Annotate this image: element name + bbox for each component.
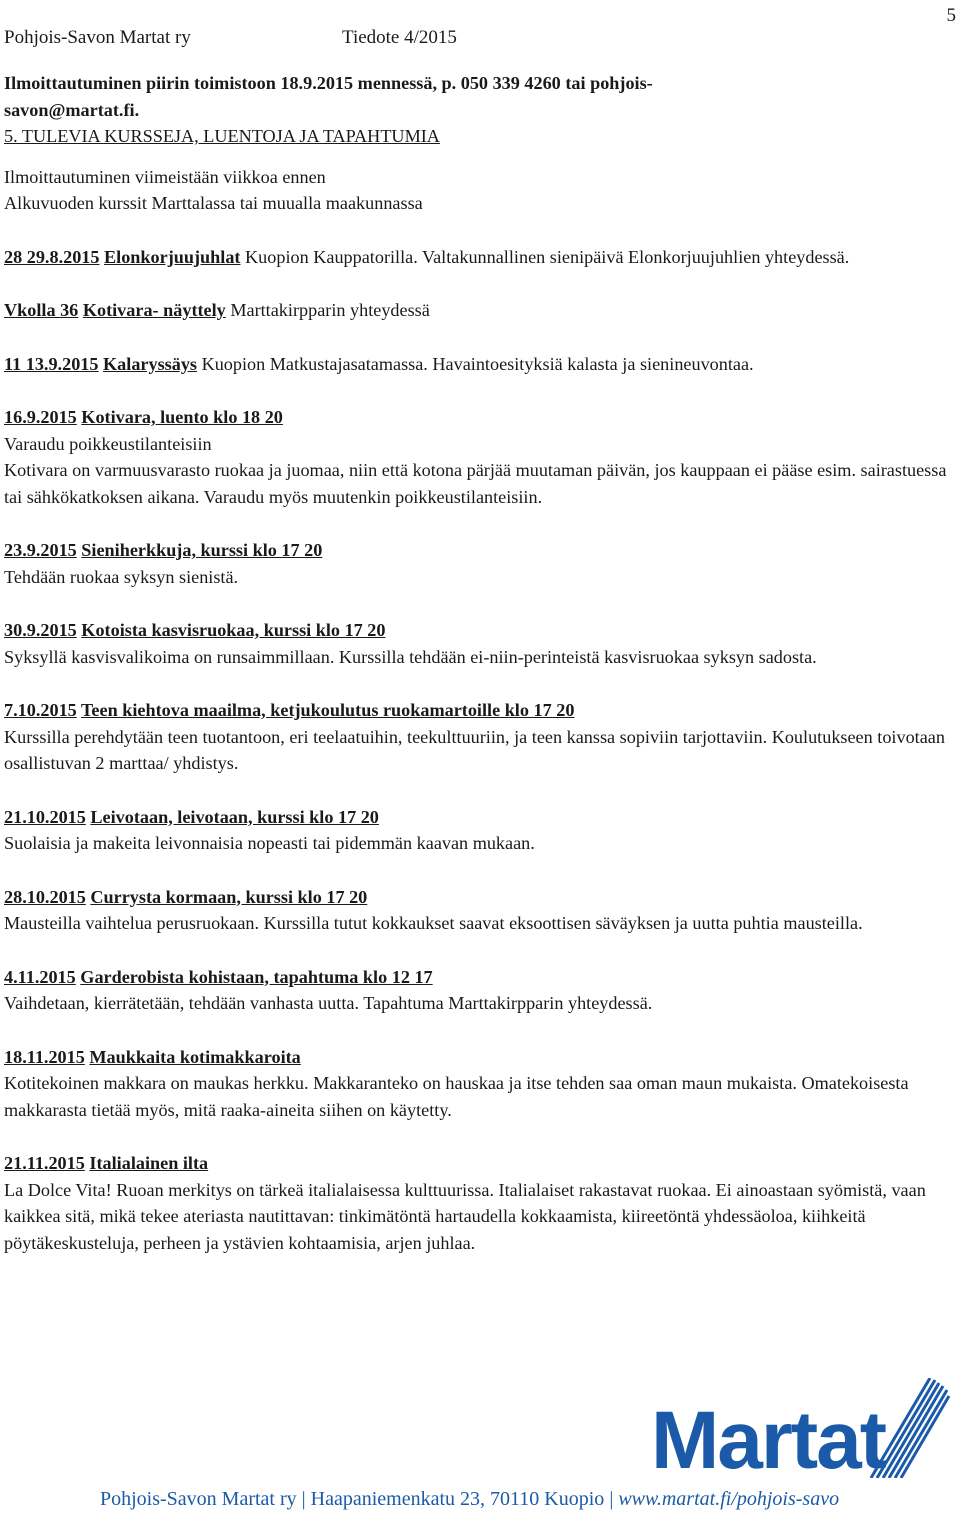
event-title: Kotivara, luento klo 18 20 <box>81 407 283 427</box>
event-item <box>4 804 952 831</box>
event-item <box>4 351 952 378</box>
event-date: 7.10.2015 <box>4 700 77 720</box>
event-item <box>4 1044 952 1071</box>
event-heading <box>4 407 283 427</box>
event-heading <box>4 620 386 640</box>
event-title: Currysta kormaan, kurssi klo 17 20 <box>90 886 368 907</box>
event-description: Vaihdetaan, kierrätetään, tehdään vanhasta uutta. Tapahtuma Marttakirpparin yhteydessä. <box>4 993 653 1013</box>
event-title: Elonkorjuujuhlat <box>104 246 241 267</box>
event-title: Kalaryssäys <box>103 353 198 374</box>
section-heading: 5. TULEVIA KURSSEJA, LUENTOJA JA TAPAHTUMIA <box>4 126 440 146</box>
event-list <box>4 404 952 1283</box>
event-title: Teen kiehtova maailma, ketjukoulutus ruokamartoille klo 17 20 <box>80 700 575 720</box>
event-item <box>4 884 952 911</box>
event-title: Maukkaita kotimakkaroita <box>89 1046 301 1067</box>
event-title: Sieniherkkuja, kurssi klo 17 20 <box>81 540 323 560</box>
registration-line-1: Ilmoittautuminen piirin toimistoon 18.9.2015 mennessä, p. 050 339 4260 tai pohjois- <box>4 73 653 93</box>
martat-logo <box>651 1378 951 1486</box>
event-date: 4.11.2015 <box>4 966 76 987</box>
event-date: 28.10.2015 <box>4 886 86 907</box>
document-body <box>4 70 952 1283</box>
event-title: Garderobista kohistaan, tapahtuma klo 12 17 <box>80 966 433 987</box>
event-date: 11 13.9.2015 Kalaryssäys <box>4 353 198 374</box>
event-heading <box>4 1153 208 1173</box>
registration-line-2[interactable]: savon@martat.fi. <box>4 99 140 120</box>
event-title: Italialainen ilta <box>89 1153 209 1173</box>
event-title: Kotivara- näyttely <box>82 300 226 320</box>
event-date: Vkolla 36 Kotivara- näyttely <box>4 300 226 320</box>
event-description: Tehdään ruokaa syksyn sienistä. <box>4 566 239 587</box>
event-item <box>4 537 952 564</box>
spring-courses-note: Alkuvuoden kurssit Marttalassa tai muualla maakunnassa <box>4 193 423 213</box>
footer-address: Haapaniemenkatu 23, 70110 Kuopio <box>310 1488 605 1510</box>
event-item <box>4 297 952 324</box>
event-description: Kotitekoinen makkara on maukas herkku. Makkaranteko on hauskaa ja itse tehden saa oman maun mukaista. Omatekoisesta makkarasta tietää myös, mitä raaka-aineita siihen on käytetty. <box>4 1073 909 1120</box>
event-date: 28 29.8.2015 Elonkorjuujuhlat <box>4 246 241 267</box>
header-issue: Tiedote 4/2015 <box>342 27 457 48</box>
event-details: Kuopion Matkustajasatamassa. Havaintoesityksiä kalasta ja sienineuvontaa. <box>197 353 754 374</box>
event-item <box>4 697 952 724</box>
page-header <box>4 5 956 51</box>
event-date: 23.9.2015 <box>4 540 77 560</box>
event-date: 16.9.2015 <box>4 407 77 427</box>
event-heading <box>4 540 322 560</box>
event-heading <box>4 700 574 720</box>
event-heading <box>4 807 379 827</box>
logo-text: Martat <box>651 1395 886 1486</box>
event-item <box>4 404 952 431</box>
page-footer: Pohjois-Savon Martat ry | Haapaniemenkatu 23, 70110 Kuopio | www.martat.fi/pohjois-savo <box>100 1488 840 1510</box>
event-heading <box>4 887 367 907</box>
event-date: 21.11.2015 <box>4 1153 85 1173</box>
event-heading <box>4 967 433 987</box>
event-date: 21.10.2015 <box>4 806 86 827</box>
page-number: 5 <box>946 5 956 26</box>
event-description: Syksyllä kasvisvalikoima on runsaimmillaan. Kurssilla tehdään ei-niin-perinteistä kasvisruokaa syksyn sadosta. <box>4 646 817 667</box>
event-date: 18.11.2015 <box>4 1046 85 1067</box>
footer-url[interactable]: www.martat.fi/pohjois-savo <box>618 1488 840 1510</box>
footer-organization: Pohjois-Savon Martat ry <box>100 1488 297 1510</box>
event-description: La Dolce Vita! Ruoan merkitys on tärkeä italialaisessa kulttuurissa. Italialaiset rakastavat ruokaa. Ei ainoastaan syömistä, vaan kaikkea sitä, mikä tekee ateriasta nautittavan: tinkimätöntä hartaudella kokkaamista, kiireetöntä yhdessäoloa, kiihkeitä pöytäkeskusteluja, perheen ja ystävien kohtaamisia, arjen juhlaa. <box>4 1179 926 1253</box>
event-item <box>4 964 952 991</box>
event-details: Kuopion Kauppatorilla. Valtakunnallinen sienipäivä Elonkorjuujuhlien yhteydessä. <box>240 246 850 267</box>
event-description: Mausteilla vaihtelua perusruokaan. Kurssilla tutut kokkaukset saavat eksoottisen säväyksen ja uutta puhtia mausteilla. <box>4 913 863 933</box>
event-title: Kotoista kasvisruokaa, kurssi klo 17 20 <box>81 620 386 640</box>
event-description: Varaudu poikkeustilanteisiin Kotivara on varmuusvarasto ruokaa ja juomaa, niin että kotona pärjää muutaman päivän, jos kauppaan ei pääse esim. sairastuessa tai sähkökatkoksen aikana. Varaudu myös muutenkin poikkeustilanteisiin. <box>4 433 947 507</box>
event-title: Leivotaan, leivotaan, kurssi klo 17 20 <box>90 806 379 827</box>
event-heading <box>4 1047 301 1067</box>
event-item <box>4 617 952 644</box>
event-item <box>4 1150 952 1177</box>
event-item <box>4 244 952 271</box>
event-date: 30.9.2015 <box>4 620 77 640</box>
registration-note: Ilmoittautuminen viimeistään viikkoa ennen <box>4 166 326 187</box>
event-description: Suolaisia ja makeita leivonnaisia nopeasti tai pidemmän kaavan mukaan. <box>4 833 535 853</box>
event-details: Marttakirpparin yhteydessä <box>225 300 430 320</box>
event-description: Kurssilla perehdytään teen tuotantoon, eri teelaatuihin, teekulttuuriin, ja teen kanssa sopiviin tarjottaviin. Koulutukseen toivotaan osallistuvan 2 marttaa/ yhdistys. <box>4 726 945 773</box>
header-organization: Pohjois-Savon Martat ry <box>4 27 191 48</box>
